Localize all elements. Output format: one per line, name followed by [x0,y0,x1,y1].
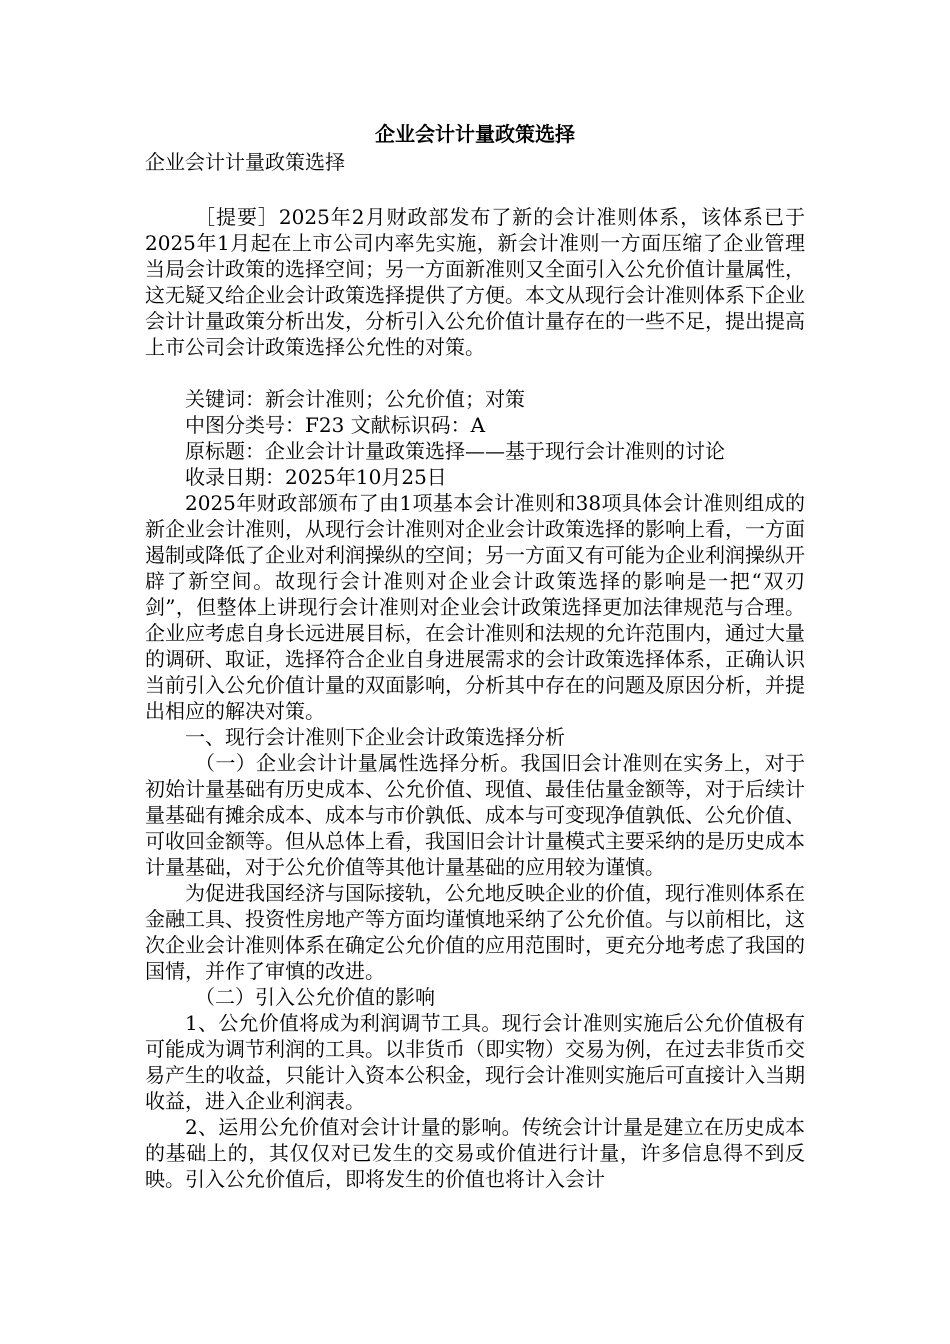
section-heading-1: 一、现行会计准则下企业会计政策选择分析 [185,725,565,749]
intro-paragraph: 2025年财政部颁布了由1项基本会计准则和38项具体会计准则组成的新企业会计准则，从现行会计准则对企业会计政策选择的影响上看，一方面遏制或降低了企业对利润操纵的空间；另一方面又有可能为企业利润操纵开辟了新空间。故现行会计准则对企业会计政策选择的影响是一把“双刃剑”，但整体上讲现行会计准则对企业会计政策选择更加法律规范与合理。企业应考虑自身长远进展目标，在会计准则和法规的允许范围内，通过大量的调研、取证，选择符合企业自身进展需求的会计政策选择体系，正确认识当前引入公允价值计量的双面影响，分析其中存在的问题及原因分析，并提出相应的解决对策。 [145,491,805,723]
spacer [145,360,805,386]
section-heading-1-2: （二）引入公允价值的影响 [195,985,435,1009]
document-title: 企业会计计量政策选择 [375,122,575,146]
section-1-1-paragraph: （一）企业会计计量属性选择分析。我国旧会计准则在实务上，对于初始计量基础有历史成本、公允价值、现值、最佳估量金额等，对于后续计量基础有摊余成本、成本与市价孰低、成本与可变现净值孰低、公允价值、可收回金额等。但从总体上看，我国旧会计计量模式主要采纳的是历史成本计量基础，对于公允价值等其他计量基础的应用较为谨慎。 [145,751,805,879]
original-title-line: 原标题：企业会计计量政策选择——基于现行会计准则的讨论 [185,439,725,463]
classification-line: 中图分类号：F23 文献标识码：A [185,413,486,437]
point-2-paragraph: 2、运用公允价值对会计计量的影响。传统会计计量是建立在历史成本的基础上的，其仅仅对已发生的交易或价值进行计量，许多信息得不到反映。引入公允价值后，即将发生的价值也将计入会计 [145,1115,805,1191]
document-subtitle: 企业会计计量政策选择 [145,150,345,174]
point-1-paragraph: 1、公允价值将成为利润调节工具。现行会计准则实施后公允价值极有可能成为调节利润的工具。以非货币（即实物）交易为例，在过去非货币交易产生的收益，只能计入资本公积金，现行会计准则实施后可直接计入当期收益，进入企业利润表。 [145,1011,805,1113]
received-date-line: 收录日期：2025年10月25日 [185,465,447,489]
document-page [145,120,805,1192]
abstract-paragraph: ［提要］2025年2月财政部发布了新的会计准则体系，该体系已于2025年1月起在上市公司内率先实施，新会计准则一方面压缩了企业管理当局会计政策的选择空间；另一方面新准则又全面引入公允价值计量属性，这无疑又给企业会计政策选择提供了方便。本文从现行会计准则体系下企业会计计量政策分析出发，分析引入公允价值计量存在的一些不足，提出提高上市公司会计政策选择公允性的对策。 [145,205,805,359]
keywords-line: 关键词：新会计准则；公允价值；对策 [185,387,525,411]
section-1-1b-paragraph: 为促进我国经济与国际接轨，公允地反映企业的价值，现行准则体系在金融工具、投资性房地产等方面均谨慎地采纳了公允价值。与以前相比，这次企业会计准则体系在确定公允价值的应用范围时，更充分地考虑了我国的国情，并作了审慎的改进。 [145,881,805,983]
